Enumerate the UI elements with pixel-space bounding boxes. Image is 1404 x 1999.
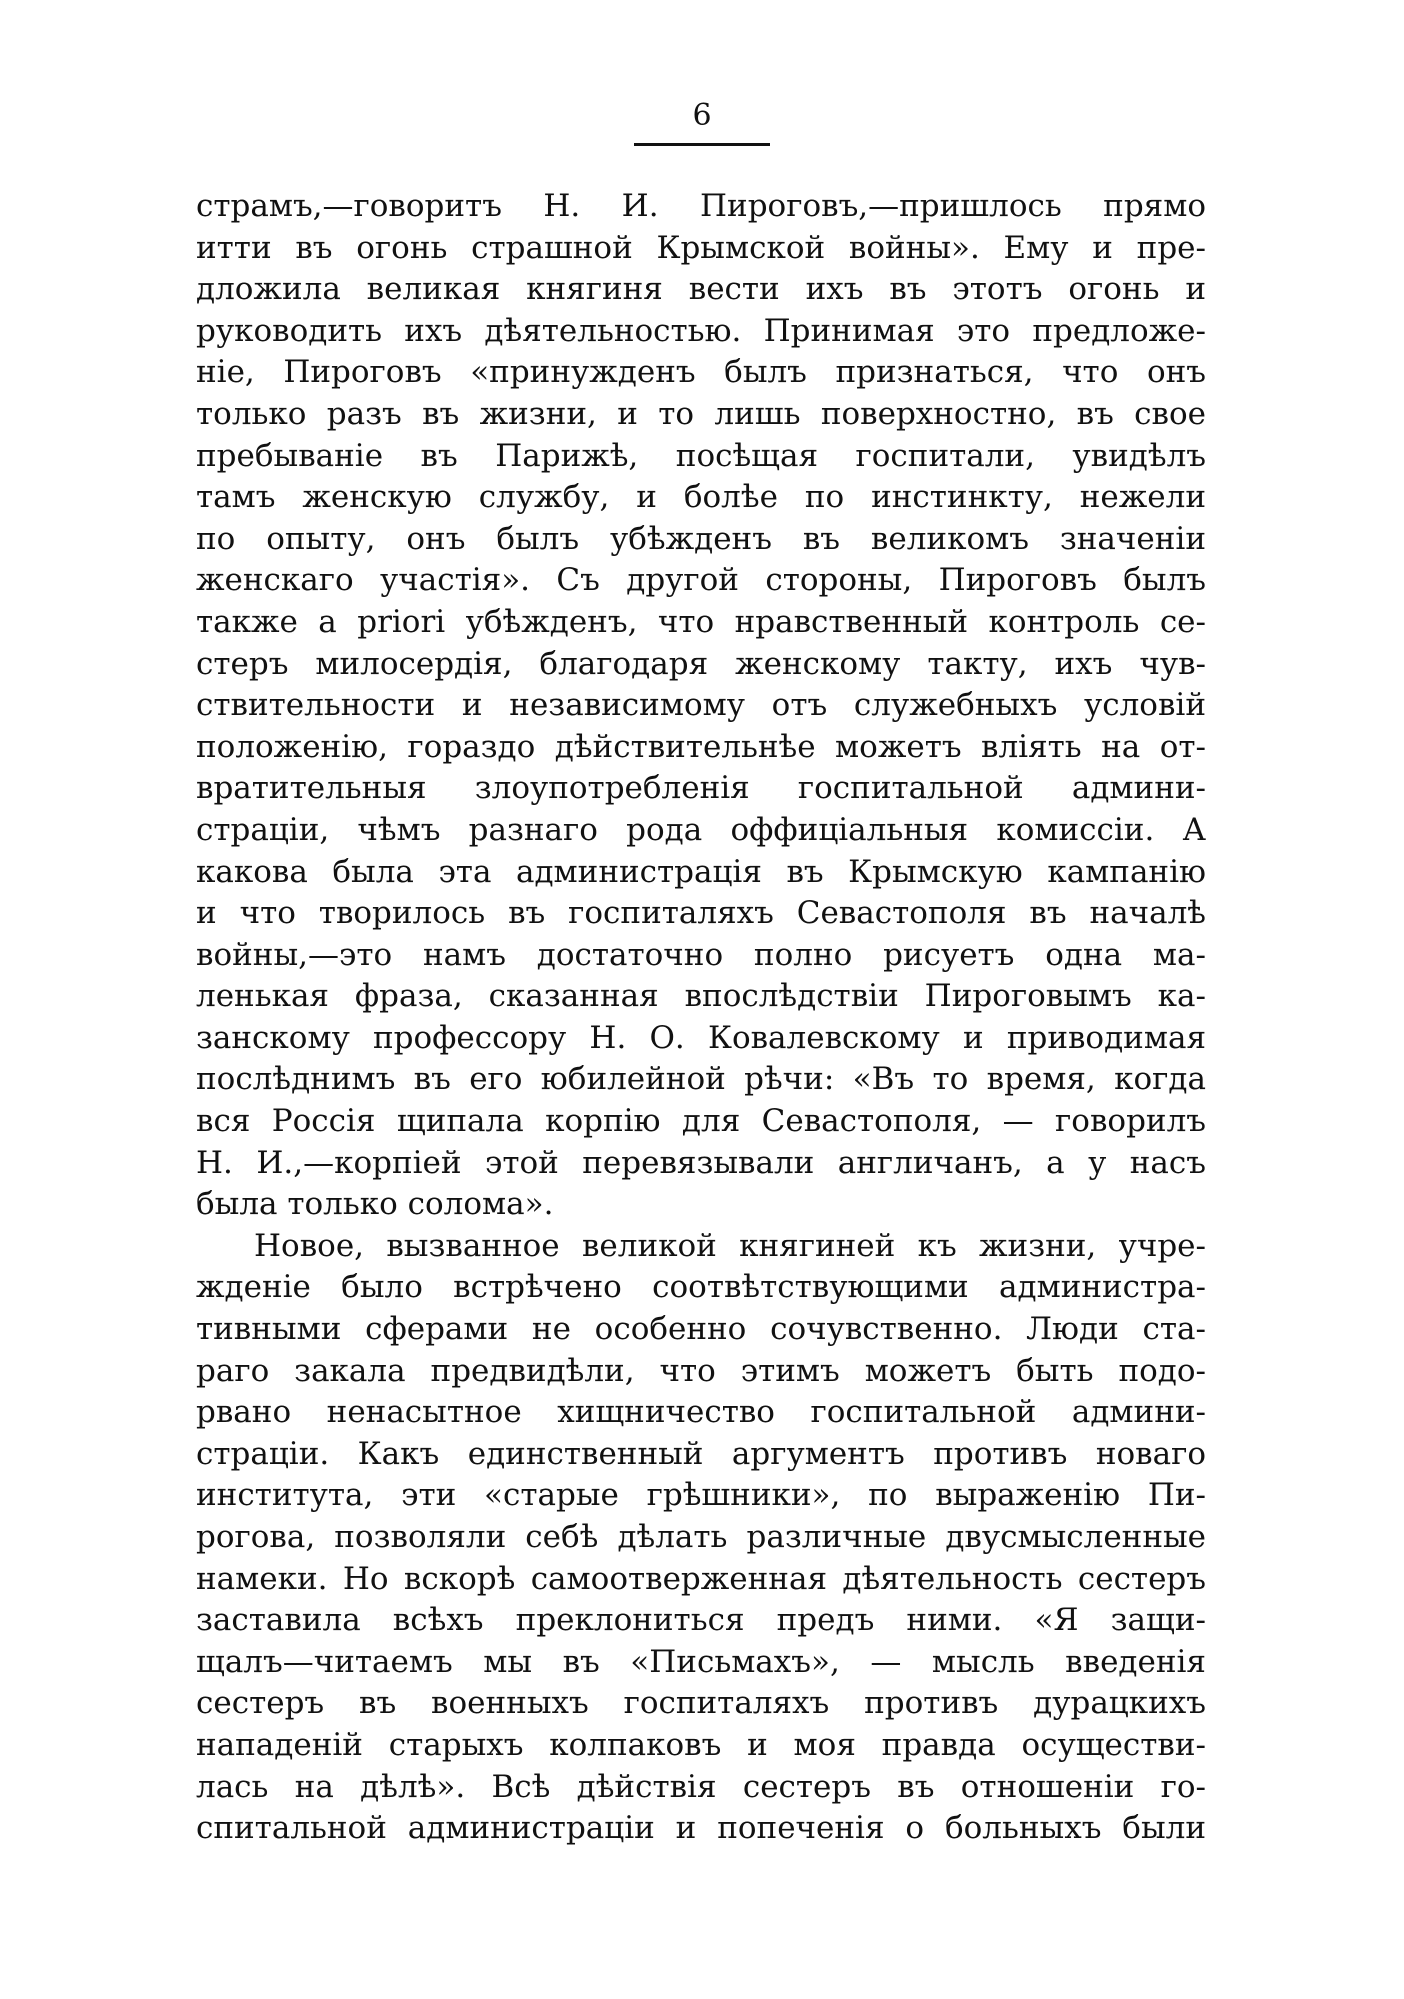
text-line: итти въ огонь страшной Крымской войны». Ему и пре-: [196, 229, 1206, 266]
text-line: тивными сферами не особенно сочувственно. Люди ста-: [196, 1311, 1206, 1348]
text-line: лась на дѣлѣ». Всѣ дѣйствія сестеръ въ отношеніи го-: [196, 1768, 1206, 1805]
text-line: рвано ненасытное хищничество госпитальной админи-: [196, 1394, 1206, 1431]
text-line: стеръ милосердія, благодаря женскому такту, ихъ чув-: [196, 645, 1206, 682]
text-line: тамъ женскую службу, и болѣе по инстинкту, нежели: [196, 479, 1206, 516]
page-number: 6: [692, 98, 712, 133]
text-line: спитальной администраціи и попеченія о больныхъ были: [196, 1810, 1206, 1847]
text-line: положенію, гораздо дѣйствительнѣе можетъ вліять на от-: [196, 728, 1206, 765]
text-line: и что творилось въ госпиталяхъ Севастополя въ началѣ: [196, 895, 1206, 932]
text-line: Н. И.,—корпіей этой перевязывали англичанъ, а у насъ: [196, 1144, 1206, 1181]
text-line: руководить ихъ дѣятельностью. Принимая это предложе-: [196, 312, 1206, 349]
paragraph-start-line: Новое, вызванное великой княгиней къ жизни, учре-: [254, 1227, 1206, 1264]
text-line: сестеръ въ военныхъ госпиталяхъ противъ дурацкихъ: [196, 1685, 1206, 1722]
text-line: только разъ въ жизни, и то лишь поверхностно, въ свое: [196, 395, 1206, 432]
page-number-rule: [634, 143, 770, 146]
text-line: жденіе было встрѣчено соотвѣтствующими администра-: [196, 1269, 1206, 1306]
text-line: также a priori убѣжденъ, что нравственный контроль се-: [196, 603, 1206, 640]
text-line: раго закала предвидѣли, что этимъ можетъ быть подо-: [196, 1352, 1206, 1389]
text-line: женскаго участія». Съ другой стороны, Пироговъ былъ: [196, 562, 1206, 599]
text-line: заставила всѣхъ преклониться предъ ними. «Я защи-: [196, 1602, 1206, 1639]
text-line: института, эти «старые грѣшники», по выраженію Пи-: [196, 1477, 1206, 1514]
text-line: страціи. Какъ единственный аргументъ противъ новаго: [196, 1435, 1206, 1472]
text-line: щалъ—читаемъ мы въ «Письмахъ», — мысль введенія: [196, 1643, 1206, 1680]
text-line: дложила великая княгиня вести ихъ въ этотъ огонь и: [196, 271, 1206, 308]
text-line: нападеній старыхъ колпаковъ и моя правда осуществи-: [196, 1726, 1206, 1763]
text-line: ніе, Пироговъ «принужденъ былъ признаться, что онъ: [196, 354, 1206, 391]
text-line: ленькая фраза, сказанная впослѣдствіи Пироговымъ ка-: [196, 978, 1206, 1015]
text-line: послѣднимъ въ его юбилейной рѣчи: «Въ то время, когда: [196, 1061, 1206, 1098]
text-line: вратительныя злоупотребленія госпитальной админи-: [196, 770, 1206, 807]
text-line: занскому профессору Н. О. Ковалевскому и приводимая: [196, 1019, 1206, 1056]
text-line: какова была эта администрація въ Крымскую кампанію: [196, 853, 1206, 890]
paragraph-end-line: была только солома».: [196, 1186, 554, 1223]
text-line: по опыту, онъ былъ убѣжденъ въ великомъ значеніи: [196, 520, 1206, 557]
body-text: [196, 186, 1206, 1850]
text-line: рогова, позволяли себѣ дѣлать различные двусмысленные: [196, 1519, 1206, 1555]
text-line: войны,—это намъ достаточно полно рисуетъ одна ма-: [196, 936, 1206, 973]
text-line: вся Россія щипала корпію для Севастополя, — говорилъ: [196, 1103, 1206, 1140]
text-line: ствительности и независимому отъ служебныхъ условій: [196, 687, 1206, 724]
text-line: страмъ,—говоритъ Н. И. Пироговъ,—пришлось прямо: [196, 188, 1206, 224]
text-line: пребываніе въ Парижѣ, посѣщая госпитали, увидѣлъ: [196, 437, 1206, 474]
text-line: страціи, чѣмъ разнаго рода оффиціальныя комиссіи. А: [196, 811, 1206, 848]
text-line: намеки. Но вскорѣ самоотверженная дѣятельность сестеръ: [196, 1560, 1206, 1597]
